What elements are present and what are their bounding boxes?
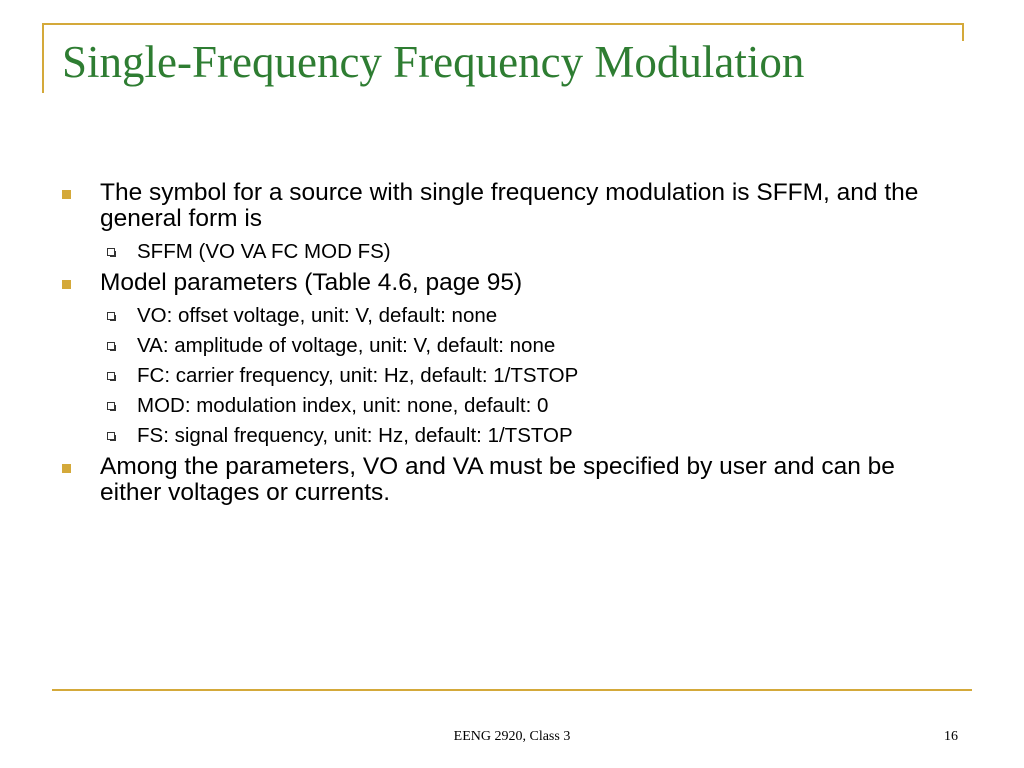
sub-bullet-item [0,424,1024,448]
footer-divider [52,689,972,691]
slide-content [0,180,1024,514]
bullet-item-2 [0,270,950,296]
hollow-square-bullet-icon [107,248,115,256]
frame-top-line [42,23,964,25]
sub-bullet-text: MOD: modulation index, unit: none, default: 0 [137,394,549,417]
sub-bullet-text: SFFM (VO VA FC MOD FS) [137,240,391,263]
frame-left-line [42,23,44,93]
hollow-square-bullet-icon [107,312,115,320]
bullet-text: Model parameters (Table 4.6, page 95) [100,269,523,296]
page-number: 16 [944,729,958,744]
sub-bullet-item [0,394,1024,418]
hollow-square-bullet-icon [107,432,115,440]
sub-bullet-item [0,240,1024,264]
square-bullet-icon [62,464,71,473]
bullet-text: The symbol for a source with single frequency modulation is SFFM, and the general form is [100,179,919,232]
sub-bullet-text: FS: signal frequency, unit: Hz, default: 1/TSTOP [137,424,573,447]
sub-bullet-item [0,364,1024,388]
slide-title: Single-Frequency Frequency Modulation [62,37,805,87]
sub-bullet-text: VA: amplitude of voltage, unit: V, default: none [137,334,556,357]
square-bullet-icon [62,280,71,289]
bullet-text: Among the parameters, VO and VA must be specified by user and can be either voltages or currents. [100,453,895,506]
hollow-square-bullet-icon [107,372,115,380]
sub-bullet-item [0,304,1024,328]
frame-right-line [962,23,964,41]
sub-bullet-item [0,334,1024,358]
sub-bullet-text: VO: offset voltage, unit: V, default: none [137,304,498,327]
hollow-square-bullet-icon [107,342,115,350]
bullet-item-3 [0,454,950,506]
bullet-item-1 [0,180,950,232]
square-bullet-icon [62,190,71,199]
hollow-square-bullet-icon [107,402,115,410]
sub-bullet-text: FC: carrier frequency, unit: Hz, default: 1/TSTOP [137,364,579,387]
footer-course: EENG 2920, Class 3 [453,729,571,744]
